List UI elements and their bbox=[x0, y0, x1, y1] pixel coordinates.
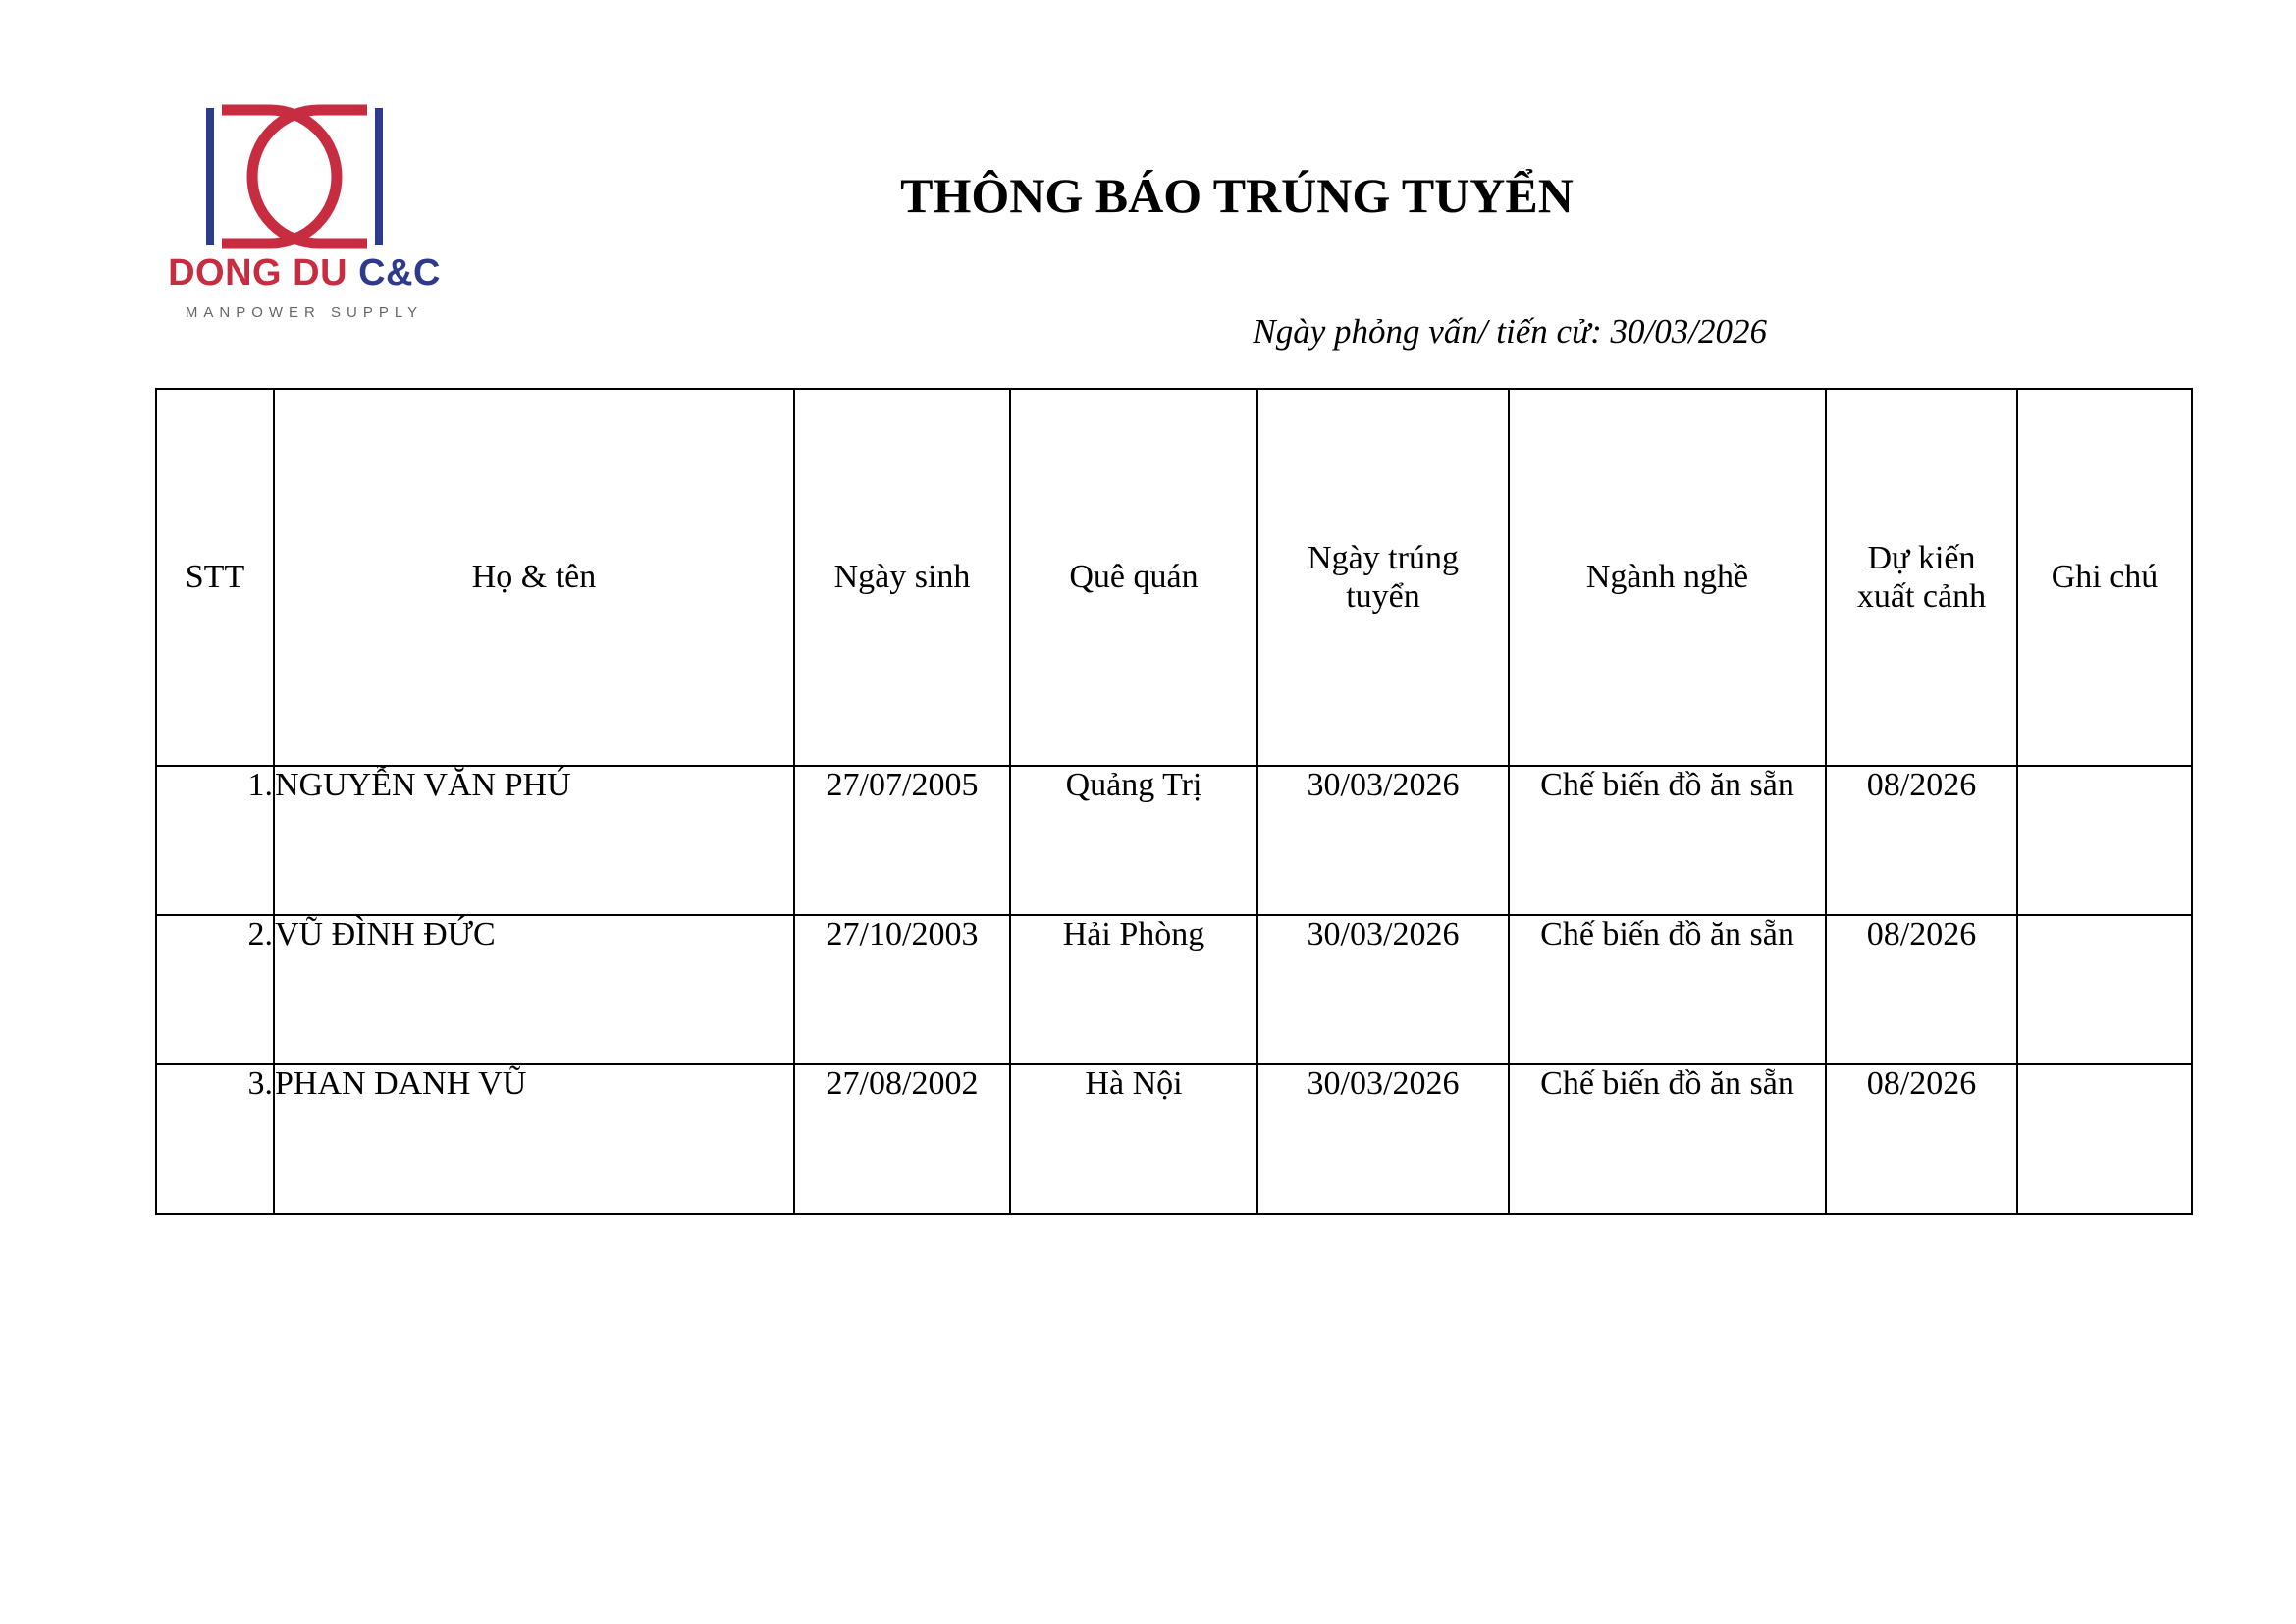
logo-company-name bbox=[161, 252, 448, 295]
header-dob: Ngày sinh bbox=[794, 389, 1010, 766]
cell-hired-date: 30/03/2026 bbox=[1257, 1064, 1509, 1214]
table-row bbox=[156, 915, 2192, 1064]
cell-name: VŨ ĐÌNH ĐỨC bbox=[274, 915, 794, 1064]
logo-right-bar bbox=[375, 108, 383, 245]
cell-occupation: Chế biến đồ ăn sẵn bbox=[1509, 1064, 1826, 1214]
company-logo bbox=[157, 103, 452, 329]
cell-dob: 27/10/2003 bbox=[794, 915, 1010, 1064]
cell-hired-date: 30/03/2026 bbox=[1257, 766, 1509, 915]
cell-dob: 27/07/2005 bbox=[794, 766, 1010, 915]
logo-d-shape bbox=[222, 110, 337, 244]
header-stt: STT bbox=[156, 389, 274, 766]
header-hired-date bbox=[1257, 389, 1509, 766]
header-occupation: Ngành nghề bbox=[1509, 389, 1826, 766]
cell-hometown: Hà Nội bbox=[1010, 1064, 1257, 1214]
cell-hometown: Quảng Trị bbox=[1010, 766, 1257, 915]
header-note: Ghi chú bbox=[2017, 389, 2192, 766]
table-row bbox=[156, 1064, 2192, 1214]
cell-stt: 3. bbox=[156, 1064, 274, 1214]
cell-occupation: Chế biến đồ ăn sẵn bbox=[1509, 766, 1826, 915]
logo-name-part1: DONG DU bbox=[168, 252, 348, 294]
cell-hometown: Hải Phòng bbox=[1010, 915, 1257, 1064]
cell-departure: 08/2026 bbox=[1826, 915, 2017, 1064]
cell-name: PHAN DANH VŨ bbox=[274, 1064, 794, 1214]
cell-name: NGUYỄN VĂN PHÚ bbox=[274, 766, 794, 915]
document-title: THÔNG BÁO TRÚNG TUYỂN bbox=[900, 168, 1574, 223]
cell-note bbox=[2017, 766, 2192, 915]
cell-stt: 2. bbox=[156, 915, 274, 1064]
candidates-table bbox=[155, 388, 2193, 1215]
header-departure bbox=[1826, 389, 2017, 766]
header-departure-line1: Dự kiến bbox=[1867, 539, 1976, 576]
table-row bbox=[156, 766, 2192, 915]
header-hired-line2: tuyển bbox=[1346, 578, 1420, 615]
logo-tagline: MANPOWER SUPPLY bbox=[185, 304, 424, 321]
cell-hired-date: 30/03/2026 bbox=[1257, 915, 1509, 1064]
interview-date-line: Ngày phỏng vấn/ tiến cử: 30/03/2026 bbox=[1253, 312, 1767, 351]
header-departure-line2: xuất cảnh bbox=[1856, 578, 1987, 615]
logo-name-part2: C&C bbox=[358, 252, 441, 294]
header-name: Họ & tên bbox=[274, 389, 794, 766]
cell-note bbox=[2017, 915, 2192, 1064]
cell-dob: 27/08/2002 bbox=[794, 1064, 1010, 1214]
logo-left-bar bbox=[206, 108, 214, 245]
cell-stt: 1. bbox=[156, 766, 274, 915]
logo-c-shape bbox=[252, 110, 367, 244]
header-hired-line1: Ngày trúng bbox=[1308, 539, 1459, 576]
logo-mark-icon bbox=[157, 103, 452, 250]
cell-departure: 08/2026 bbox=[1826, 1064, 2017, 1214]
cell-occupation: Chế biến đồ ăn sẵn bbox=[1509, 915, 1826, 1064]
cell-departure: 08/2026 bbox=[1826, 766, 2017, 915]
header-hometown: Quê quán bbox=[1010, 389, 1257, 766]
cell-note bbox=[2017, 1064, 2192, 1214]
table-header-row bbox=[156, 389, 2192, 766]
